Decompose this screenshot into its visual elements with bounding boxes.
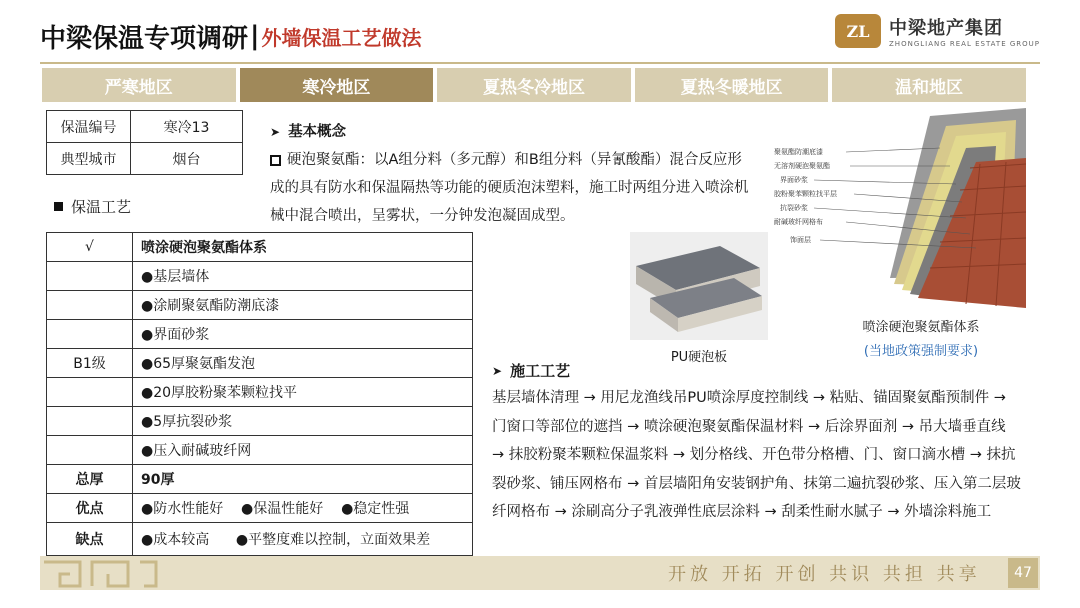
craft-heading-text: 施工工艺 xyxy=(510,362,571,380)
arrow-bullet-icon: ➤ xyxy=(270,125,281,139)
process-section-title: 保温工艺 xyxy=(71,198,132,216)
info-code-value: 寒冷13 xyxy=(131,111,243,143)
page-subtitle: 外墙保温工艺做法 xyxy=(261,25,422,50)
pro-item: ●保温性能好 xyxy=(241,501,324,517)
wall-policy-note: (当地政策强制要求) xyxy=(863,344,979,359)
wall-system-diagram xyxy=(770,108,1026,308)
craft-body: 基层墙体清理 → 用尼龙渔线吊PU喷涂厚度控制线 → 粘贴、锚固聚氨酯预制件 → 门窗口等部位的遮挡 → 喷涂硬泡聚氨酯保温材料 → 后涂界面剂 → 吊大墙垂直线 → 抹胶粉聚苯颗粒保温浆料 → 划分格线、开色带分格槽、门、窗口滴水槽 → 抹抗裂砂浆、铺压网格布 → 首层墙阳角安装钢护角、抹第二遍抗裂砂浆、压入第二层玻纤网格布 → 涂刷高分子乳液弹性底层涂料 → 刮柔性耐水腻子 → 外墙涂料施工 xyxy=(492,390,1021,520)
total-key: 总厚 xyxy=(47,465,133,494)
wall-layer-label: 胶粉聚苯颗粒找平层 xyxy=(774,190,837,198)
layer-item: ●65厚聚氨酯发泡 xyxy=(133,349,473,378)
total-value: 90厚 xyxy=(133,465,473,494)
tab-hot-summer-cold-winter[interactable]: 夏热冬冷地区 xyxy=(437,68,631,102)
logo-name-en: ZHONGLIANG REAL ESTATE GROUP xyxy=(889,40,1040,48)
wall-layer-label: 抗裂砂浆 xyxy=(780,204,808,212)
header-divider xyxy=(40,62,1040,64)
pro-item: ●防水性能好 xyxy=(141,501,224,517)
layer-item: ●20厚胶粉聚苯颗粒找平 xyxy=(133,378,473,407)
square-bullet-icon xyxy=(54,202,63,211)
info-city-value: 烟台 xyxy=(131,143,243,175)
craft-heading xyxy=(492,360,570,381)
process-table xyxy=(46,232,473,556)
layer-item: ●压入耐碱玻纤网 xyxy=(133,436,473,465)
con-item: ●成本较高 xyxy=(141,532,210,548)
info-city-key: 典型城市 xyxy=(47,143,131,175)
layer-item: ●界面砂浆 xyxy=(133,320,473,349)
cons-value xyxy=(133,523,473,556)
concept-block xyxy=(270,118,750,230)
tab-hot-summer-warm-winter[interactable]: 夏热冬暖地区 xyxy=(635,68,829,102)
arrow-bullet-icon: ➤ xyxy=(492,363,503,378)
system-name: 喷涂硬泡聚氨酯体系 xyxy=(133,233,473,262)
tab-cold[interactable]: 寒冷地区 xyxy=(240,68,434,102)
page-title: 中梁保温专项调研 xyxy=(40,23,249,54)
wall-layer-label: 界面砂浆 xyxy=(780,176,808,184)
layer-item: ●基层墙体 xyxy=(133,262,473,291)
wall-layer-label: 饰面层 xyxy=(790,236,811,244)
check-mark: √ xyxy=(47,233,133,262)
con-item: ●平整度难以控制，立面效果差 xyxy=(235,532,431,548)
cons-key: 缺点 xyxy=(47,523,133,556)
pros-key: 优点 xyxy=(47,494,133,523)
pu-board-caption: PU硬泡板 xyxy=(670,350,728,365)
hollow-square-icon xyxy=(270,155,281,166)
region-tabs xyxy=(42,68,1026,102)
pu-board-image xyxy=(630,232,768,340)
concept-text: 硬泡聚氨酯：以A组分料（多元醇）和B组分料（异氰酸酯）混合反应形成的具有防水和保温隔热等功能的硬质泡沫塑料，施工时两组分进入喷涂机械中混合喷出，呈雾状，一分钟发泡凝固成型。 xyxy=(270,152,749,224)
pros-value xyxy=(133,494,473,523)
info-code-key: 保温编号 xyxy=(47,111,131,143)
header xyxy=(40,14,422,58)
tab-temperate[interactable]: 温和地区 xyxy=(832,68,1026,102)
wall-layer-label: 聚氨酯防潮底漆 xyxy=(774,148,823,156)
layer-item: ●涂刷聚氨酯防潮底漆 xyxy=(133,291,473,320)
wall-caption: 喷涂硬泡聚氨酯体系 xyxy=(862,320,980,335)
footer-pattern-icon xyxy=(40,558,160,590)
footer-slogan: 开放 开拓 开创 共识 共担 共享 xyxy=(668,564,981,585)
fire-grade: B1级 xyxy=(47,349,133,378)
concept-body xyxy=(270,146,750,230)
company-logo xyxy=(835,14,1040,48)
concept-heading-text: 基本概念 xyxy=(288,124,347,140)
concept-heading xyxy=(270,118,750,146)
wall-layer-label: 无溶剂硬泡聚氨酯 xyxy=(774,162,830,170)
tab-severe-cold[interactable]: 严寒地区 xyxy=(42,68,236,102)
pro-item: ●稳定性强 xyxy=(341,501,410,517)
logo-mark-icon: ZL xyxy=(835,14,881,48)
title-separator: | xyxy=(250,21,260,51)
logo-name-cn: 中梁地产集团 xyxy=(889,18,1004,39)
layer-item: ●5厚抗裂砂浆 xyxy=(133,407,473,436)
process-section-label xyxy=(54,196,131,217)
info-table xyxy=(46,110,243,175)
page-number: 47 xyxy=(1008,558,1038,588)
wall-layer-label: 耐碱玻纤网格布 xyxy=(774,218,823,226)
